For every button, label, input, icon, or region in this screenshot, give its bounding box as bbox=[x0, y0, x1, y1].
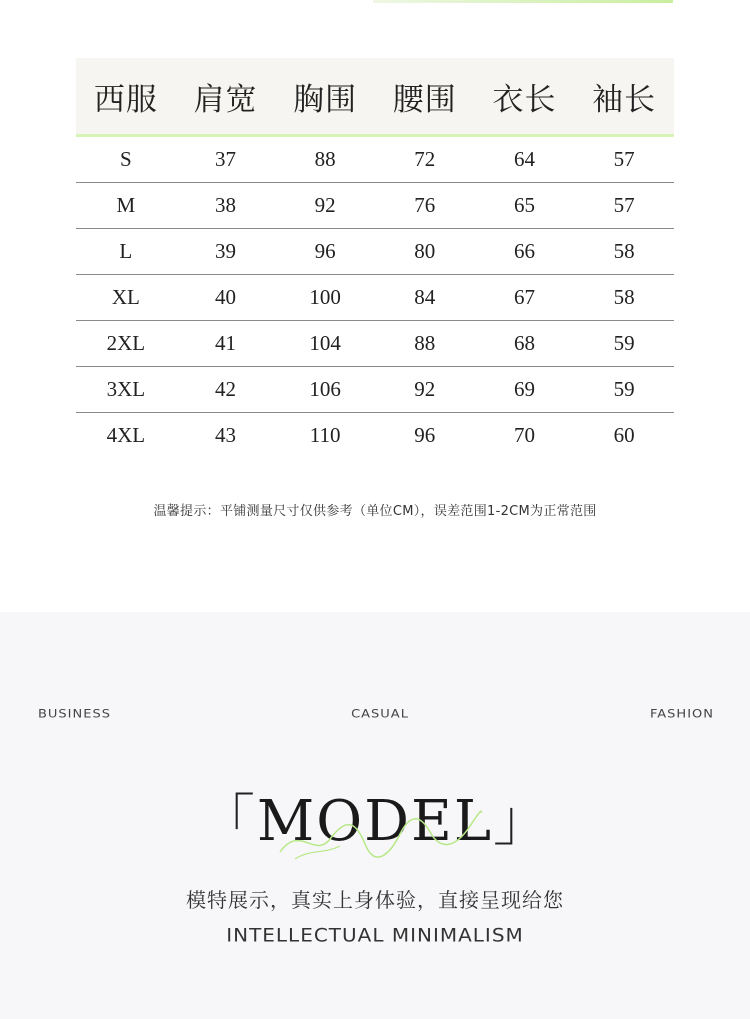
cell-waist: 92 bbox=[375, 367, 475, 413]
cell-chest: 96 bbox=[275, 229, 375, 275]
cell-shoulder: 42 bbox=[176, 367, 276, 413]
measurement-tip: 温馨提示：平铺测量尺寸仅供参考（单位CM），误差范围1-2CM为正常范围 bbox=[153, 504, 597, 519]
cell-length: 70 bbox=[513, 423, 535, 447]
table-row bbox=[76, 367, 674, 413]
header-waist: 腰围 bbox=[375, 58, 475, 136]
cell-sleeve: 60 bbox=[613, 423, 635, 447]
deco-word-fashion: FASHION bbox=[650, 707, 714, 722]
cell-sleeve: 59 bbox=[574, 321, 674, 367]
header-shoulder: 肩宽 bbox=[176, 58, 276, 136]
header-chest: 胸围 bbox=[275, 58, 375, 136]
cell-chest: 106 bbox=[275, 367, 375, 413]
bracket-open: 「 bbox=[198, 789, 257, 854]
cell-sleeve: 59 bbox=[574, 367, 674, 413]
cell-shoulder: 37 bbox=[176, 136, 276, 183]
cell-size: 2XL bbox=[76, 321, 176, 367]
cell-chest: 100 bbox=[275, 275, 375, 321]
model-tagline: INTELLECTUAL MINIMALISM bbox=[226, 923, 524, 947]
cell-waist: 76 bbox=[375, 183, 475, 229]
deco-word-business: BUSINESS bbox=[38, 707, 111, 722]
cell-shoulder: 39 bbox=[176, 229, 276, 275]
cell-chest: 92 bbox=[275, 183, 375, 229]
cell-size: 4XL bbox=[106, 423, 146, 447]
table-header-row bbox=[76, 58, 674, 136]
model-title-text: MODEL bbox=[256, 789, 494, 854]
cell-waist: 88 bbox=[375, 321, 475, 367]
table-row bbox=[76, 275, 674, 321]
table-row bbox=[76, 229, 674, 275]
table-row bbox=[76, 413, 674, 459]
header-size: 西服 bbox=[76, 58, 176, 136]
size-chart-table bbox=[76, 58, 674, 458]
cell-shoulder: 40 bbox=[176, 275, 276, 321]
cell-chest: 104 bbox=[275, 321, 375, 367]
bracket-close: 」 bbox=[493, 789, 552, 854]
cell-waist: 96 bbox=[414, 423, 436, 447]
header-sleeve: 袖长 bbox=[574, 58, 674, 136]
table-row bbox=[76, 136, 674, 183]
header-length: 衣长 bbox=[475, 58, 575, 136]
model-section bbox=[0, 612, 750, 1019]
cell-size: S bbox=[76, 136, 176, 183]
cell-sleeve: 57 bbox=[574, 136, 674, 183]
cell-shoulder: 41 bbox=[176, 321, 276, 367]
cell-length: 69 bbox=[475, 367, 575, 413]
cell-shoulder: 43 bbox=[214, 423, 236, 447]
cell-chest: 110 bbox=[309, 423, 341, 447]
cell-size: 3XL bbox=[76, 367, 176, 413]
cell-length: 68 bbox=[475, 321, 575, 367]
top-accent-bar bbox=[373, 0, 673, 3]
cell-size: L bbox=[76, 229, 176, 275]
cell-sleeve: 57 bbox=[574, 183, 674, 229]
cell-length: 67 bbox=[475, 275, 575, 321]
cell-size: XL bbox=[76, 275, 176, 321]
cell-waist: 84 bbox=[375, 275, 475, 321]
cell-length: 64 bbox=[475, 136, 575, 183]
deco-word-casual: CASUAL bbox=[351, 707, 409, 722]
cell-sleeve: 58 bbox=[574, 275, 674, 321]
table-row bbox=[76, 183, 674, 229]
cell-length: 66 bbox=[475, 229, 575, 275]
cell-waist: 80 bbox=[375, 229, 475, 275]
cell-chest: 88 bbox=[275, 136, 375, 183]
script-signature-decoration bbox=[270, 804, 490, 864]
model-subtitle: 模特展示，真实上身体验，直接呈现给您 bbox=[186, 888, 564, 912]
cell-waist: 72 bbox=[375, 136, 475, 183]
cell-shoulder: 38 bbox=[176, 183, 276, 229]
cell-length: 65 bbox=[475, 183, 575, 229]
cell-size: M bbox=[76, 183, 176, 229]
cell-sleeve: 58 bbox=[574, 229, 674, 275]
table-row bbox=[76, 321, 674, 367]
